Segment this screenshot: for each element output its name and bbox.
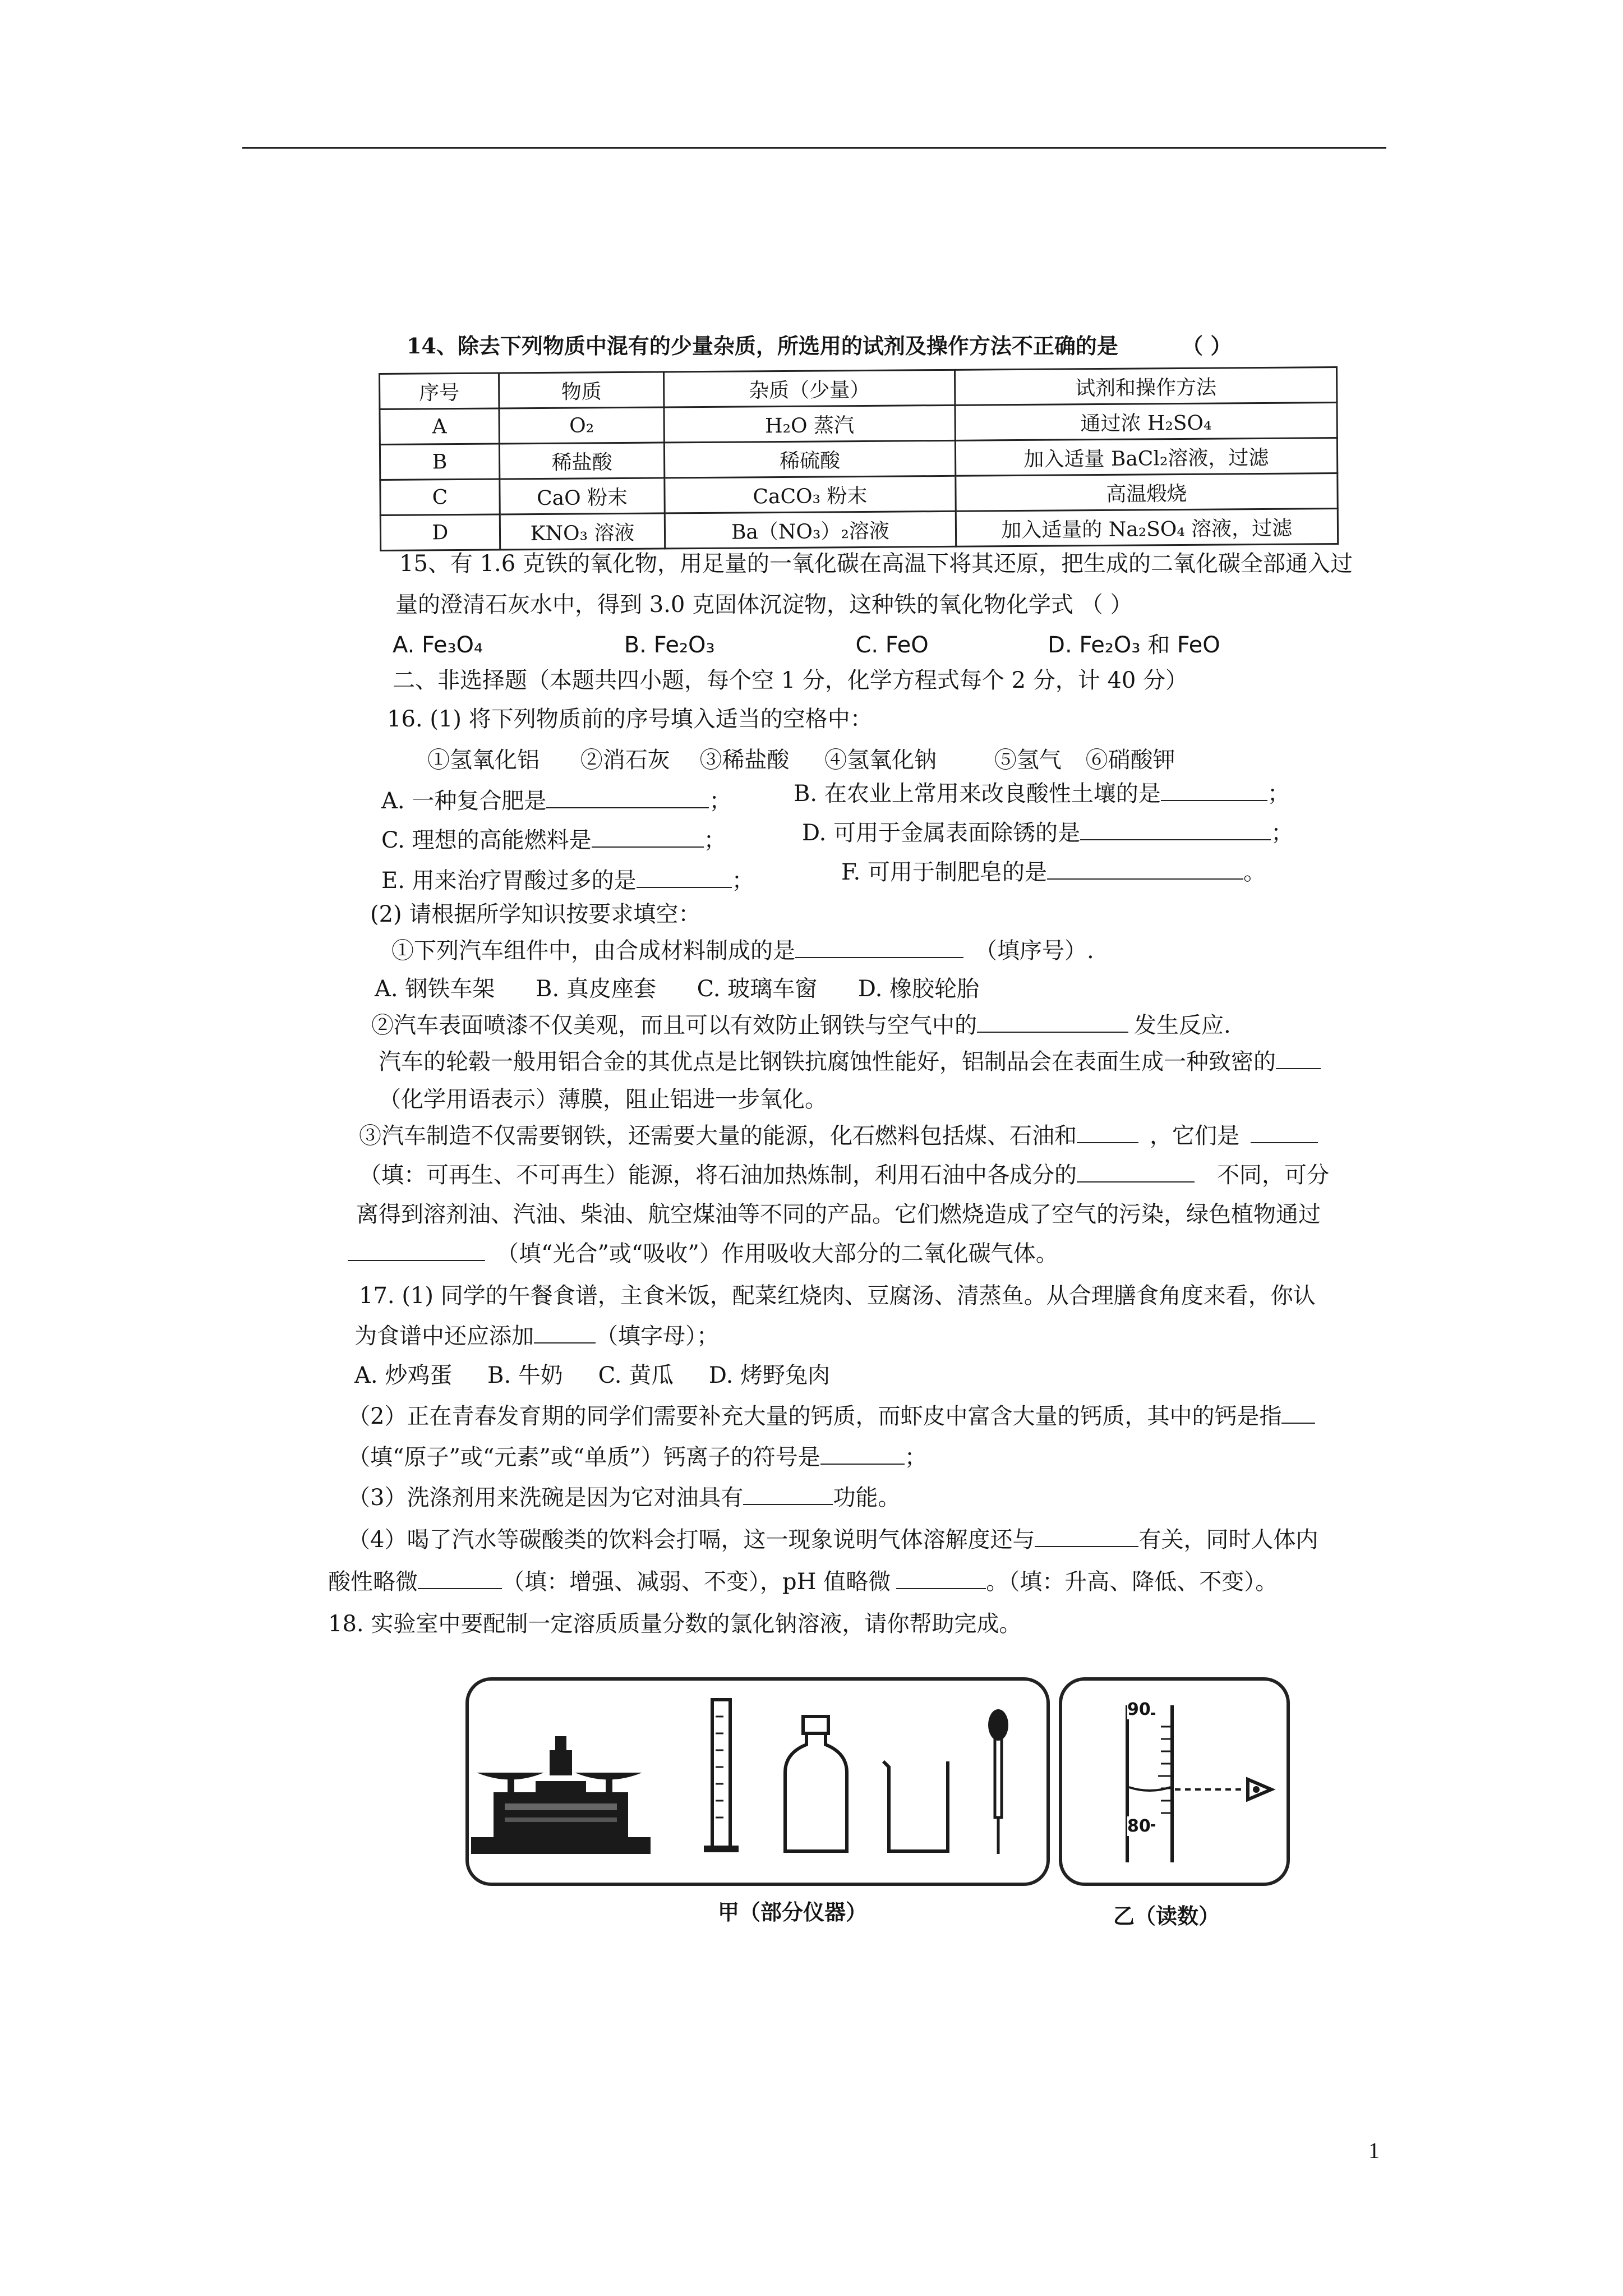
- blank-label: E. 用来治疗胃酸过多的是: [381, 868, 637, 894]
- item-text: （4）喝了汽水等碳酸类的饮料会打嗝，这一现象说明气体溶解度还与: [348, 1527, 1035, 1553]
- answer-blank[interactable]: [1161, 783, 1267, 801]
- item-end: （填序号）.: [975, 938, 1094, 964]
- table-cell: D: [380, 514, 500, 550]
- item-end: 功能。: [833, 1485, 901, 1511]
- figure-yi-caption: 乙（读数）: [1113, 1904, 1220, 1929]
- q17-part2-line2: [348, 1446, 927, 1469]
- eye-icon: [1248, 1779, 1271, 1800]
- q18-stem: 18. 实验室中要配制一定溶质质量分数的氯化钠溶液，请你帮助完成。: [328, 1611, 1022, 1637]
- answer-blank[interactable]: [1035, 1529, 1138, 1547]
- table-header-cell: 序号: [380, 373, 499, 409]
- dropper-icon: [988, 1709, 1008, 1854]
- item-end: 。（填：升高、降低、不变）。: [986, 1569, 1278, 1595]
- substance-item: ②消石灰: [580, 747, 670, 773]
- q16-blank-a: [381, 790, 731, 812]
- option-item: D. 烤野兔肉: [708, 1363, 830, 1388]
- q14-answer-bracket: （ ）: [1182, 333, 1232, 358]
- item-mid: （填：增强、减弱、不变），pH 值略微: [502, 1569, 891, 1595]
- table-cell: 加入适量 BaCl₂溶液，过滤: [955, 438, 1338, 476]
- q15-option-d: D. Fe₂O₃ 和 FeO: [1048, 632, 1220, 658]
- table-row: [380, 403, 1337, 445]
- table-cell: H₂O 蒸汽: [664, 405, 955, 443]
- blank-label: B. 在农业上常用来改良酸性土壤的是: [794, 781, 1161, 807]
- substance-item: ④氢氧化钠: [824, 747, 937, 773]
- item-text: （填“原子”或“元素”或“单质”）钙离子的符号是: [348, 1444, 820, 1470]
- table-cell: CaO 粉末: [500, 478, 665, 514]
- q16-blank-c: [381, 829, 726, 852]
- figure-jia-caption: 甲（部分仪器）: [718, 1900, 868, 1925]
- item-text: 汽车的轮毂一般用铝合金的其优点是比钢铁抗腐蚀性能好，铝制品会在表面生成一种致密的: [379, 1049, 1276, 1075]
- q17-part1-line2: [354, 1325, 719, 1347]
- q16-part1-intro: 16. (1) 将下列物质前的序号填入适当的空格中：: [387, 706, 873, 732]
- option-item: D. 橡胶轮胎: [857, 976, 979, 1002]
- answer-blank[interactable]: [1080, 822, 1271, 840]
- table-header-cell: 物质: [499, 372, 664, 408]
- beaker-icon: [883, 1761, 948, 1851]
- table-cell: KNO₃ 溶液: [500, 513, 665, 550]
- item-text: ③汽车制造不仅需要钢铁，还需要大量的能源，化石燃料包括煤、石油和: [359, 1123, 1077, 1149]
- q15-line1: 15、有 1.6 克铁的氧化物，用足量的一氧化碳在高温下将其还原，把生成的二氧化碳全部通入过: [399, 551, 1353, 577]
- substance-item: ③稀盐酸: [699, 747, 790, 773]
- q15-option-b: B. Fe₂O₃: [624, 632, 715, 658]
- q16-blank-e: [381, 869, 754, 892]
- q16-substance-list: [427, 749, 1175, 771]
- q16-part2-item3c: 离得到溶剂油、汽油、柴油、航空煤油等不同的产品。它们燃烧造成了空气的污染，绿色植物通过: [356, 1202, 1321, 1227]
- answer-blank[interactable]: [546, 790, 709, 808]
- table-header-row: [380, 367, 1337, 409]
- table-header-cell: 试剂和操作方法: [955, 367, 1337, 406]
- table-cell: 稀盐酸: [499, 443, 665, 479]
- q16-blank-f: [841, 861, 1266, 884]
- q14-table: [379, 366, 1339, 551]
- q17-part4-line2: [328, 1571, 1278, 1593]
- table-row: [380, 438, 1337, 480]
- answer-blank[interactable]: [1077, 1125, 1138, 1143]
- table-cell: 稀硫酸: [665, 440, 956, 478]
- q14-stem-text: 14、除去下列物质中混有的少量杂质，所选用的试剂及操作方法不正确的是: [407, 333, 1118, 358]
- answer-blank[interactable]: [1077, 1165, 1195, 1182]
- substance-item: ⑥硝酸钾: [1085, 747, 1175, 773]
- item-end: 不同，可分: [1217, 1162, 1329, 1188]
- blank-label: A. 一种复合肥是: [381, 788, 547, 814]
- blank-end: 。: [1243, 859, 1266, 885]
- item-text: （填：可再生、不可再生）能源，将石油加热炼制，利用石油中各成分的: [359, 1162, 1077, 1188]
- blank-label: F. 可用于制肥皂的是: [841, 859, 1047, 885]
- item-end: 有关，同时人体内: [1138, 1527, 1318, 1553]
- answer-blank[interactable]: [1047, 862, 1243, 880]
- table-row: [380, 473, 1338, 516]
- item-text: ②汽车表面喷漆不仅美观，而且可以有效防止钢铁与空气中的: [371, 1013, 977, 1038]
- table-header-cell: 杂质（少量）: [664, 370, 955, 407]
- item-text: ①下列汽车组件中，由合成材料制成的是: [391, 938, 795, 964]
- item-end: ；: [904, 1444, 927, 1470]
- scale-label-top: 90: [1127, 1700, 1151, 1719]
- q16-part2-item1: [391, 940, 1094, 962]
- answer-blank[interactable]: [592, 830, 704, 848]
- answer-blank[interactable]: [637, 870, 732, 888]
- answer-blank[interactable]: [795, 940, 963, 958]
- q17-part1-line1: 17. (1) 同学的午餐食谱，主食米饭，配菜红烧肉、豆腐汤、清蒸鱼。从合理膳食角度来看，你认: [359, 1283, 1316, 1309]
- q16-part2-item1-options: [375, 978, 979, 1000]
- answer-blank[interactable]: [1281, 1406, 1315, 1424]
- blank-end: ；: [1267, 781, 1290, 807]
- q16-part2-item3b: [359, 1164, 1329, 1186]
- q16-part2-item2a: [371, 1014, 1231, 1037]
- blank-end: ；: [731, 868, 754, 894]
- table-cell: A: [380, 408, 499, 444]
- blank-end: ；: [709, 788, 732, 814]
- q16-part2-item3d: [348, 1243, 1058, 1265]
- item-text: （3）洗涤剂用来洗碗是因为它对油具有: [348, 1485, 744, 1511]
- cylinder-scale-icon: [1127, 1705, 1242, 1862]
- q15-options: [393, 634, 1220, 656]
- q16-part2-item2c: （化学用语表示）薄膜，阻止铝进一步氧化。: [379, 1087, 827, 1112]
- item-text: 为食谱中还应添加: [354, 1323, 534, 1349]
- q17-part2-line1: [348, 1405, 1315, 1428]
- section-heading: 二、非选择题（本题共四小题，每个空 1 分，化学方程式每个 2 分，计 40 分）: [393, 668, 1188, 693]
- q16-part2-item2b: [379, 1051, 1321, 1073]
- q16-part2-intro: (2) 请根据所学知识按要求填空：: [370, 901, 701, 927]
- substance-item: ⑤氢气: [994, 747, 1062, 773]
- table-cell: B: [380, 444, 499, 480]
- header-rule: [242, 147, 1386, 149]
- item-text: 酸性略微: [328, 1569, 418, 1595]
- option-item: C. 黄瓜: [598, 1363, 674, 1388]
- blank-label: D. 可用于金属表面除锈的是: [802, 820, 1081, 846]
- table-cell: C: [380, 479, 500, 515]
- item-end: （填字母）；: [596, 1323, 719, 1349]
- q15-option-c: C. FeO: [855, 632, 929, 658]
- table-cell: CaCO₃ 粉末: [665, 476, 956, 513]
- q17-part4-line1: [348, 1529, 1318, 1551]
- q14-stem: [407, 335, 1232, 357]
- substance-item: ①氢氧化铝: [427, 747, 540, 773]
- figure-jia-apparatus: [471, 1683, 1038, 1876]
- option-item: A. 钢铁车架: [375, 976, 495, 1002]
- blank-end: ；: [1271, 820, 1294, 846]
- scale-label-bottom: 80: [1127, 1816, 1151, 1836]
- item-end: 发生反应.: [1134, 1013, 1231, 1038]
- blank-end: ；: [703, 827, 726, 853]
- answer-blank[interactable]: [820, 1447, 905, 1465]
- answer-blank[interactable]: [534, 1326, 596, 1343]
- table-row: [380, 509, 1338, 551]
- q17-part1-options: [354, 1364, 830, 1387]
- table-cell: 加入适量的 Na₂SO₄ 溶液，过滤: [956, 509, 1338, 547]
- item-text: （2）正在青春发育期的同学们需要补充大量的钙质，而虾皮中富含大量的钙质，其中的钙是指: [348, 1404, 1282, 1429]
- answer-blank[interactable]: [418, 1571, 502, 1589]
- option-item: B. 真皮座套: [536, 976, 656, 1002]
- q15-option-a: A. Fe₃O₄: [393, 632, 483, 658]
- table-cell: 通过浓 H₂SO₄: [955, 403, 1338, 441]
- option-item: B. 牛奶: [487, 1363, 563, 1388]
- reagent-bottle-icon: [785, 1717, 847, 1851]
- answer-blank[interactable]: [977, 1015, 1128, 1033]
- blank-label: C. 理想的高能燃料是: [381, 827, 592, 853]
- q16-blank-b: [794, 783, 1290, 805]
- table-cell: Ba（NO₃）₂溶液: [665, 511, 956, 549]
- option-item: A. 炒鸡蛋: [354, 1363, 453, 1388]
- q16-part2-item3a: [359, 1125, 1318, 1147]
- page-number: 1: [1368, 2138, 1380, 2163]
- option-item: C. 玻璃车窗: [697, 976, 818, 1002]
- table-cell: 高温煅烧: [955, 473, 1338, 512]
- item-text: （填“光合”或“吸收”）作用吸收大部分的二氧化碳气体。: [496, 1241, 1058, 1267]
- item-mid: ，它们是: [1150, 1123, 1239, 1149]
- q16-blank-d: [802, 822, 1293, 844]
- answer-blank[interactable]: [743, 1487, 833, 1505]
- answer-blank[interactable]: [348, 1243, 485, 1261]
- answer-blank[interactable]: [896, 1571, 986, 1589]
- balance-icon: [471, 1736, 651, 1854]
- graduated-cylinder-icon: [704, 1700, 739, 1852]
- table-cell: O₂: [499, 407, 665, 444]
- answer-blank[interactable]: [1251, 1125, 1318, 1143]
- figure-yi-reading: [1063, 1683, 1281, 1876]
- answer-blank[interactable]: [1276, 1051, 1321, 1069]
- q17-part3: [348, 1487, 900, 1509]
- q15-line2: 量的澄清石灰水中，得到 3.0 克固体沉淀物，这种铁的氧化物化学式 （ ）: [395, 592, 1133, 618]
